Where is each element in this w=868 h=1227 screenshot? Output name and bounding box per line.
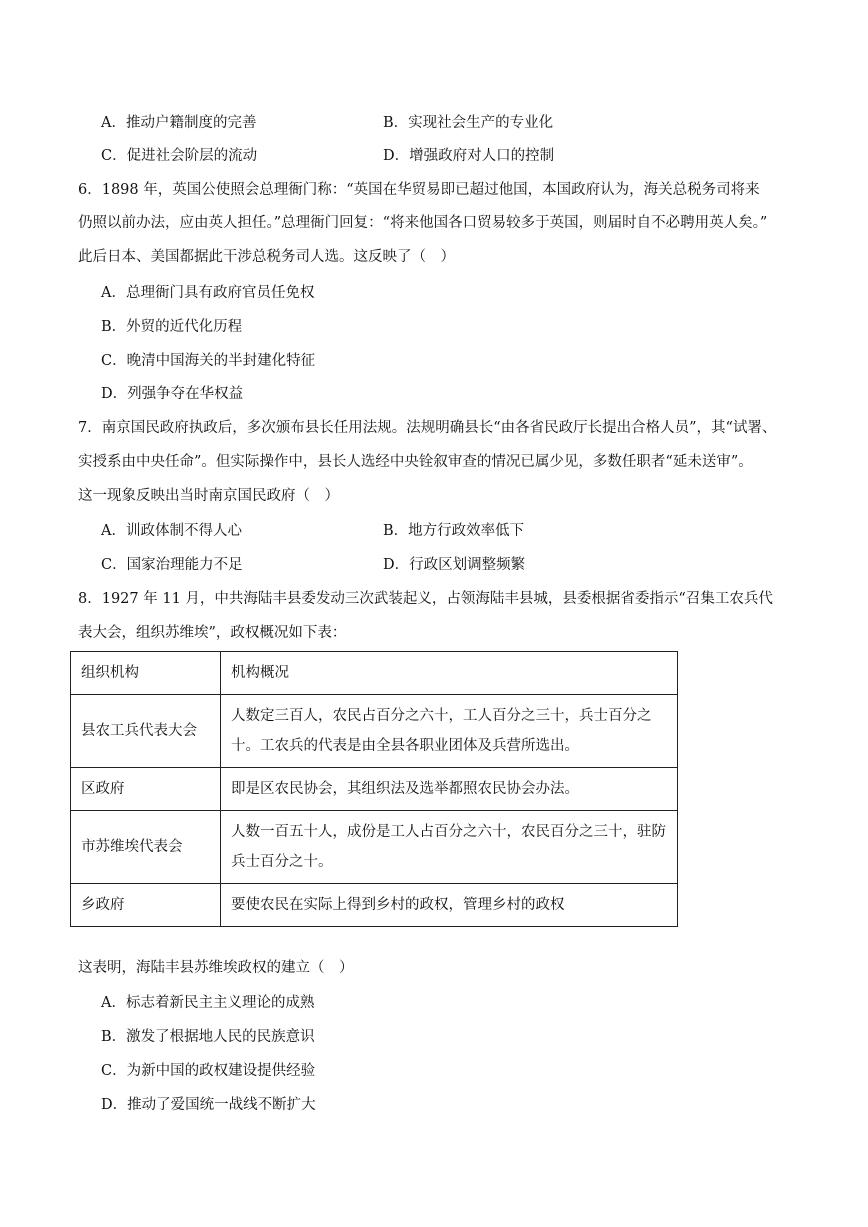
table-row bbox=[71, 768, 678, 811]
q8-stem-line: 表大会，组织苏维埃”，政权概况如下表： bbox=[78, 625, 347, 641]
q6-stem-line: 此后日本、美国都据此干涉总税务司人选。这反映了（ ） bbox=[78, 249, 455, 265]
table-cell-desc: 人数定三百人，农民占百分之六十，工人百分之三十，兵士百分之十。工农兵的代表是由全县各职业团体及兵营所选出。 bbox=[221, 695, 678, 768]
q7-stem-line: 实授系由中央任命”。但实际操作中，县长人选经中央铨叙审查的情况已属少见，多数任职者“延未送审”。 bbox=[78, 454, 753, 470]
table-cell-desc: 即是区农民协会，其组织法及选举都照农民协会办法。 bbox=[221, 768, 678, 811]
q8-option-d: D．推动了爱国统一战线不断扩大 bbox=[101, 1097, 316, 1113]
table-row bbox=[71, 811, 678, 884]
q6-option-c: C．晚清中国海关的半封建化特征 bbox=[101, 353, 316, 369]
q5-option-b: B．实现社会生产的专业化 bbox=[383, 115, 554, 131]
table-cell-desc: 人数一百五十人，成份是工人占百分之六十，农民百分之三十，驻防兵士百分之十。 bbox=[221, 811, 678, 884]
q8-followup: 这表明，海陆丰县苏维埃政权的建立（ ） bbox=[78, 960, 354, 976]
table-header-cell: 组织机构 bbox=[71, 652, 221, 695]
q6-option-a: A．总理衙门具有政府官员任免权 bbox=[101, 285, 315, 301]
table-cell-organ: 乡政府 bbox=[71, 884, 221, 927]
q8-option-a: A．标志着新民主主义理论的成熟 bbox=[101, 995, 315, 1011]
table-cell-organ: 县农工兵代表大会 bbox=[71, 695, 221, 768]
q7-option-c: C．国家治理能力不足 bbox=[101, 557, 243, 573]
table-cell-organ: 区政府 bbox=[71, 768, 221, 811]
q8-option-c: C．为新中国的政权建设提供经验 bbox=[101, 1063, 316, 1079]
q7-option-b: B．地方行政效率低下 bbox=[383, 523, 525, 539]
table-row bbox=[71, 695, 678, 768]
q7-option-a: A．训政体制不得人心 bbox=[101, 523, 242, 539]
q6-stem-line: 6．1898 年，英国公使照会总理衙门称：“英国在华贸易即已超过他国，本国政府认为，海关总税务司将来 bbox=[78, 182, 760, 198]
table-cell-desc: 要使农民在实际上得到乡村的政权，管理乡村的政权 bbox=[221, 884, 678, 927]
q7-stem-line: 这一现象反映出当时南京国民政府（ ） bbox=[78, 488, 339, 504]
q7-option-d: D．行政区划调整频繁 bbox=[383, 557, 526, 573]
q5-option-d: D．增强政府对人口的控制 bbox=[383, 148, 555, 164]
government-table bbox=[70, 651, 678, 927]
table-row bbox=[71, 884, 678, 927]
table-header-cell: 机构概况 bbox=[221, 652, 678, 695]
q5-option-a: A．推动户籍制度的完善 bbox=[101, 115, 257, 131]
table-header-row bbox=[71, 652, 678, 695]
table-cell-organ: 市苏维埃代表会 bbox=[71, 811, 221, 884]
q7-stem-line: 7．南京国民政府执政后，多次颁布县长任用法规。法规明确县长“由各省民政厅长提出合格人员”，其“试署、 bbox=[78, 420, 777, 436]
q6-stem-line: 仍照以前办法，应由英人担任。”总理衙门回复：“将来他国各口贸易较多于英国，则届时自不必聘用英人矣。” bbox=[78, 215, 768, 231]
q8-stem-line: 8．1927 年 11 月，中共海陆丰县委发动三次武装起义，占领海陆丰县城，县委根据省委指示“召集工农兵代 bbox=[78, 591, 773, 607]
q6-option-d: D．列强争夺在华权益 bbox=[101, 386, 244, 402]
q5-option-c: C．促进社会阶层的流动 bbox=[101, 148, 258, 164]
q8-option-b: B．激发了根据地人民的民族意识 bbox=[101, 1029, 315, 1045]
q6-option-b: B．外贸的近代化历程 bbox=[101, 319, 243, 335]
